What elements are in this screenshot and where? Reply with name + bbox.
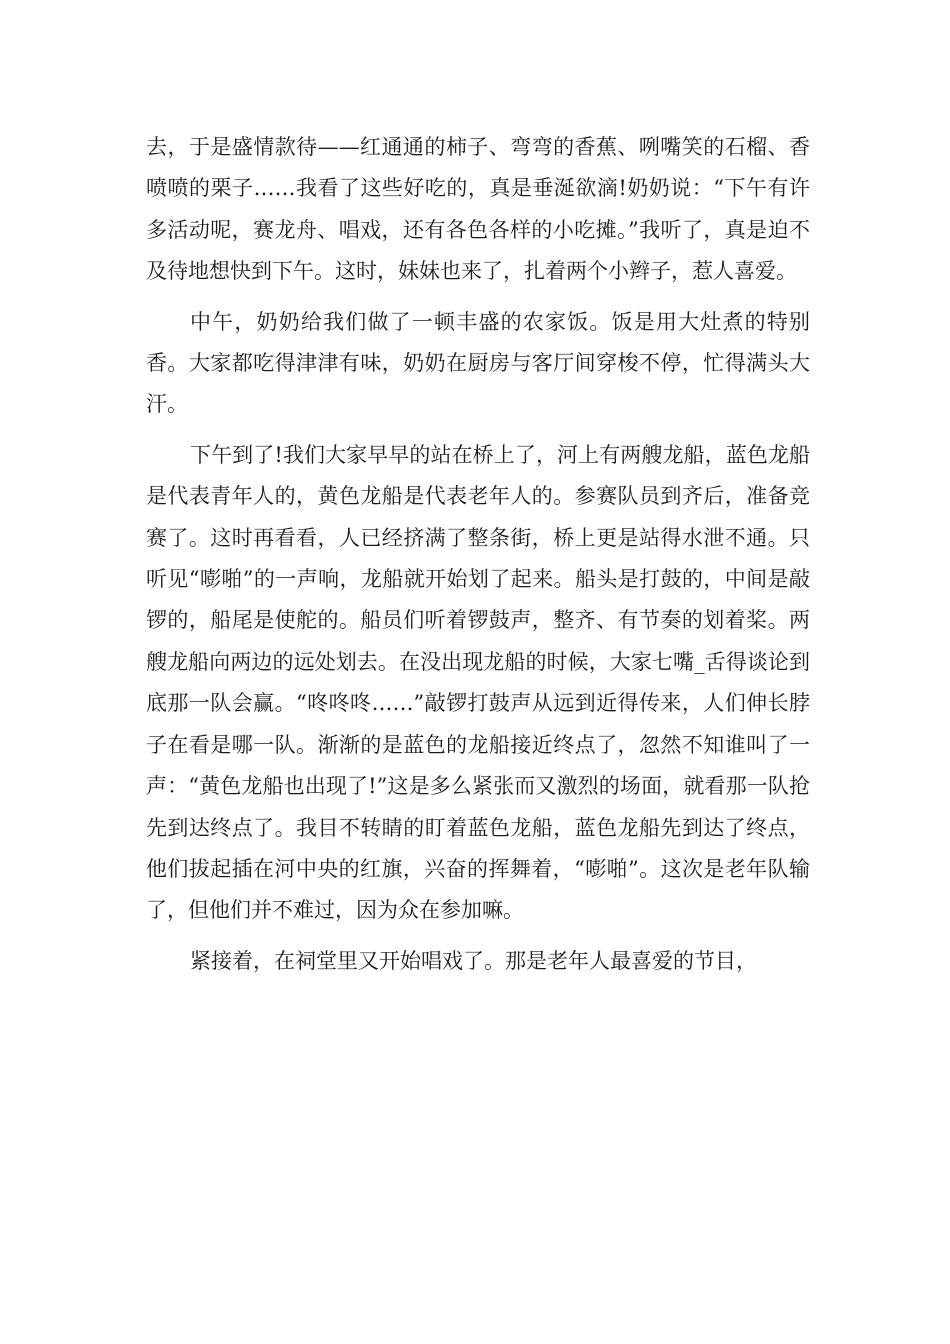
- paragraph-1: 去，于是盛情款待——红通通的柿子、弯弯的香蕉、咧嘴笑的石榴、香喷喷的栗子……我看了这些好吃的，真是垂涎欲滴!奶奶说：“下午有许多活动呢，赛龙舟、唱戏，还有各色各样的小吃摊。”我听了，真是迫不及待地想快到下午。这时，妹妹也来了，扎着两个小辫子，惹人喜爱。: [146, 135, 810, 284]
- paragraph-3: 下午到了!我们大家早早的站在桥上了，河上有两艘龙船，蓝色龙船是代表青年人的，黄色龙船是代表老年人的。参赛队员到齐后，准备竞赛了。这时再看看，人已经挤满了整条街，桥上更是站得水泄不通。只听见“嘭啪”的一声响，龙船就开始划了起来。船头是打鼓的，中间是敲锣的，船尾是使舵的。船员们听着锣鼓声，整齐、有节奏的划着桨。两艘龙船向两边的远处划去。在没出现龙船的时候，大家七嘴_舌得谈论到底那一队会赢。“咚咚咚……”敲锣打鼓声从远到近得传来，人们伸长脖子在看是哪一队。渐渐的是蓝色的龙船接近终点了，忽然不知谁叫了一声：“黄色龙船也出现了!”这是多么紧张而又激烈的场面，就看那一队抢先到达终点了。我目不转睛的盯着蓝色龙船，蓝色龙船先到达了终点，他们拔起插在河中央的红旗，兴奋的挥舞着，“嘭啪”。这次是老年队输了，但他们并不难过，因为众在参加嘛。: [146, 442, 810, 923]
- paragraph-2: 中午，奶奶给我们做了一顿丰盛的农家饭。饭是用大灶煮的特别香。大家都吃得津津有味，奶奶在厨房与客厅间穿梭不停，忙得满头大汗。: [146, 309, 810, 417]
- document-body: [146, 127, 810, 991]
- paragraph-4: 紧接着，在祠堂里又开始唱戏了。那是老年人最喜爱的节目，: [190, 948, 757, 973]
